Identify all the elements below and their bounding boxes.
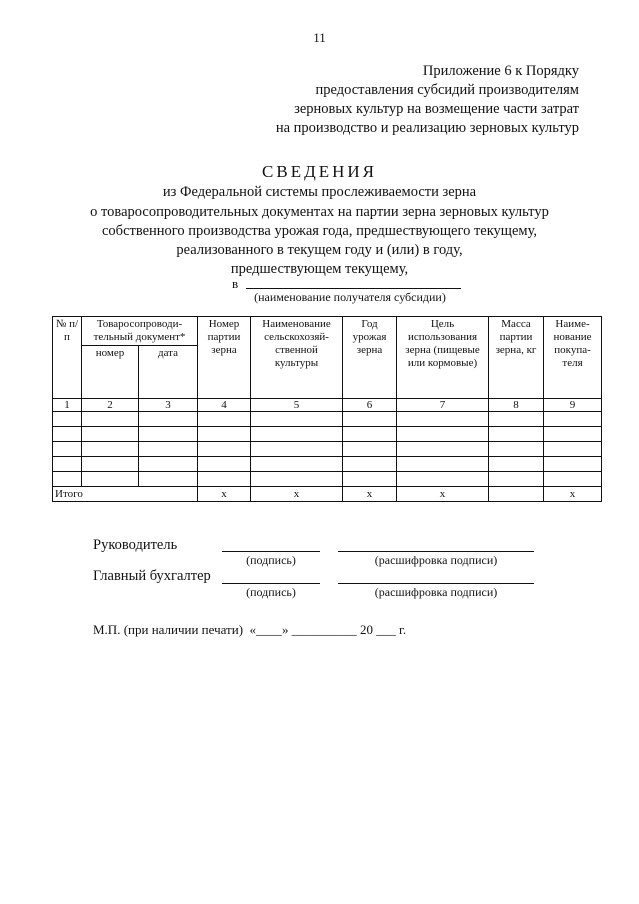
subtitle-line-1: из Федеральной системы прослеживаемости зерна	[162, 184, 477, 200]
col-number-6: 6	[343, 399, 397, 412]
subtitle-line-5: предшествующем текущему,	[230, 261, 409, 277]
appendix-line-2: предоставления субсидий производителям	[315, 82, 579, 98]
col-number-4: 4	[198, 399, 251, 412]
col-number-7: 7	[397, 399, 489, 412]
accountant-signature-caption: (подпись)	[246, 585, 296, 599]
head-signature-line[interactable]	[222, 551, 320, 552]
header-purpose: Цель использования зерна (пищевые или кормовые)	[397, 317, 489, 399]
header-document-number: номер	[82, 346, 139, 399]
head-label: Руководитель	[93, 537, 178, 553]
total-row	[53, 487, 602, 502]
table-row[interactable]	[53, 412, 602, 427]
col-number-3: 3	[139, 399, 198, 412]
header-harvest-year: Год урожая зерна	[343, 317, 397, 399]
header-document-date: дата	[139, 346, 198, 399]
table-row[interactable]	[53, 457, 602, 472]
table-row[interactable]	[53, 427, 602, 442]
subtitle-line-2: о товаросопроводительных документах на партии зерна зерновых культур	[90, 204, 549, 220]
col-number-1: 1	[53, 399, 82, 412]
total-crop-name: x	[251, 487, 343, 502]
document-title: СВЕДЕНИЯ	[262, 162, 377, 181]
col-number-8: 8	[489, 399, 544, 412]
total-batch-mass[interactable]	[489, 487, 544, 502]
head-decode-caption: (расшифровка подписи)	[374, 553, 498, 567]
recipient-fill-line[interactable]	[246, 288, 461, 289]
total-buyer: x	[544, 487, 602, 502]
head-signature-caption: (подпись)	[246, 553, 296, 567]
table-row[interactable]	[53, 442, 602, 457]
col-number-2: 2	[82, 399, 139, 412]
recipient-prefix: в	[232, 276, 239, 291]
head-decode-line[interactable]	[338, 551, 534, 552]
subtitle-line-3: собственного производства урожая года, предшествующего текущему,	[102, 223, 537, 239]
header-document: Товаросопроводи- тельный документ*	[82, 317, 198, 346]
total-harvest-year: x	[343, 487, 397, 502]
col-number-9: 9	[544, 399, 602, 412]
page-number: 11	[313, 30, 326, 45]
appendix-line-3: зерновых культур на возмещение части затрат	[294, 101, 579, 117]
header-batch-mass: Масса партии зерна, кг	[489, 317, 544, 399]
accountant-label: Главный бухгалтер	[93, 568, 211, 584]
subtitle-line-4: реализованного в текущем году и (или) в году,	[176, 242, 463, 258]
accountant-signature-line[interactable]	[222, 583, 320, 584]
recipient-caption: (наименование получателя субсидии)	[254, 290, 446, 304]
grain-documents-table	[52, 316, 602, 502]
appendix-line-1: Приложение 6 к Порядку	[422, 63, 579, 79]
header-crop-name: Наименование сельскохозяй- ственной культуры	[251, 317, 343, 399]
col-number-5: 5	[251, 399, 343, 412]
total-batch-number: x	[198, 487, 251, 502]
table-row[interactable]	[53, 472, 602, 487]
stamp-date-line: М.П. (при наличии печати) «____» __________ 20 ___ г.	[93, 622, 407, 637]
accountant-decode-line[interactable]	[338, 583, 534, 584]
total-purpose: x	[397, 487, 489, 502]
header-no: № п/п	[53, 317, 82, 399]
header-batch-number: Номер партии зерна	[198, 317, 251, 399]
header-buyer: Наиме- нование покупа- теля	[544, 317, 602, 399]
total-label: Итого	[53, 487, 198, 502]
appendix-line-4: на производство и реализацию зерновых культур	[275, 120, 579, 136]
accountant-decode-caption: (расшифровка подписи)	[374, 585, 498, 599]
